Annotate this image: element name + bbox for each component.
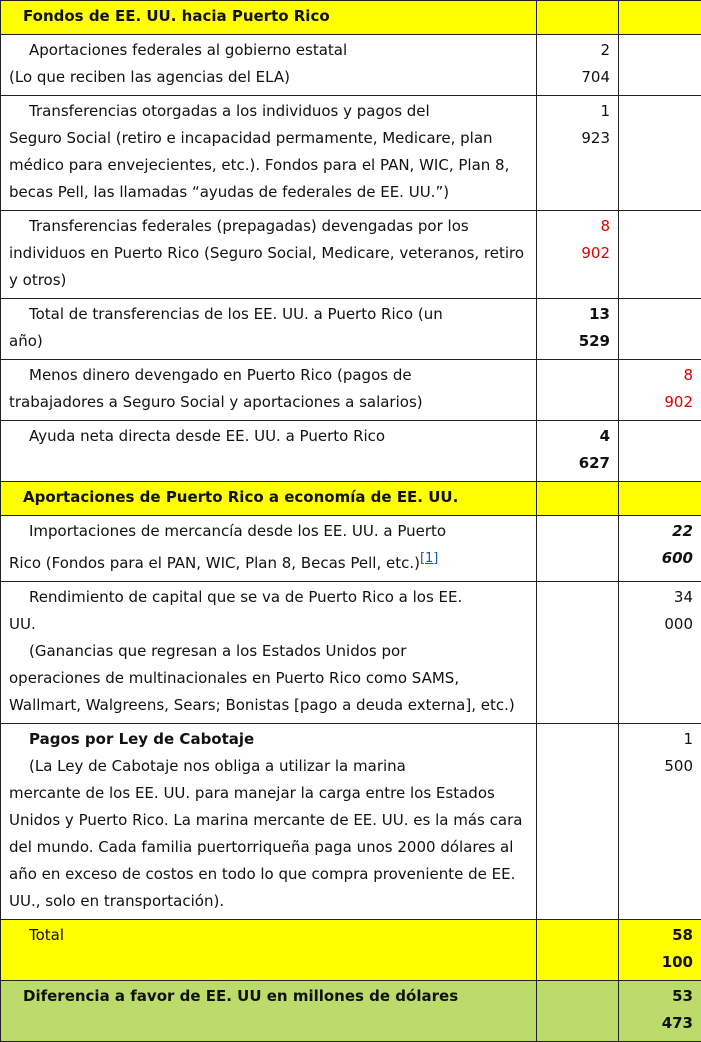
- table-row: [1, 421, 701, 482]
- row-label: Transferencias federales (prepagadas) devengadas por los individuos en Puerto Rico (Seguro Social, Medicare, veteranos, retiro y otros): [1, 211, 537, 299]
- row-value: 22 600: [619, 516, 701, 582]
- total-row: [1, 920, 701, 981]
- row-label: Transferencias otorgadas a los individuos y pagos del Seguro Social (retiro e incapacidad permamente, Medicare, plan médico para envejecientes, etc.). Fondos para el PAN, WIC, Plan 8, becas Pell, las llamadas “ayudas de federales de EE. UU.”): [1, 96, 537, 211]
- table-row: [1, 96, 701, 211]
- table-row: [1, 582, 701, 724]
- table-row: [1, 211, 701, 299]
- row-label: Importaciones de mercancía desde los EE. UU. a Puerto Rico (Fondos para el PAN, WIC, Plan 8, Becas Pell, etc.)[1]: [1, 516, 537, 582]
- row-value: 1 500: [619, 724, 701, 920]
- total-label: Total: [1, 920, 537, 981]
- section-header-row: [1, 482, 701, 516]
- row-label: Total de transferencias de los EE. UU. a Puerto Rico (un año): [1, 299, 537, 360]
- section-header-pr-to-us: Aportaciones de Puerto Rico a economía de EE. UU.: [1, 482, 537, 516]
- footnote-link[interactable]: [1]: [420, 551, 438, 566]
- row-label: Menos dinero devengado en Puerto Rico (pagos de trabajadores a Seguro Social y aportaciones a salarios): [1, 360, 537, 421]
- row-label: Rendimiento de capital que se va de Puerto Rico a los EE. UU. (Ganancias que regresan a los Estados Unidos por operaciones de multinacionales en Puerto Rico como SAMS, Wallmart, Walgreens, Sears; Bonistas [pago a deuda externa], etc.): [1, 582, 537, 724]
- row-value: 34 000: [619, 582, 701, 724]
- table-row: [1, 360, 701, 421]
- row-value: 2 704: [537, 35, 619, 96]
- table-row: [1, 299, 701, 360]
- difference-value: 53 473: [619, 981, 701, 1042]
- difference-row: [1, 981, 701, 1042]
- row-label: Pagos por Ley de Cabotaje (La Ley de Cabotaje nos obliga a utilizar la marina mercante de los EE. UU. para manejar la carga entre los Estados Unidos y Puerto Rico. La marina mercante de EE. UU. es la más cara del mundo. Cada familia puertorriqueña paga unos 2000 dólares al año en exceso de costos en todo lo que compra proveniente de EE. UU., solo en transportación).: [1, 724, 537, 920]
- row-label: Ayuda neta directa desde EE. UU. a Puerto Rico: [1, 421, 537, 482]
- row-value: 13 529: [537, 299, 619, 360]
- table-row: [1, 724, 701, 920]
- table-row: [1, 516, 701, 582]
- row-value: 8 902: [537, 211, 619, 299]
- table-row: [1, 35, 701, 96]
- row-value: 4 627: [537, 421, 619, 482]
- row-label: Aportaciones federales al gobierno estatal (Lo que reciben las agencias del ELA): [1, 35, 537, 96]
- row-value: 8 902: [619, 360, 701, 421]
- section-header-us-to-pr: Fondos de EE. UU. hacia Puerto Rico: [1, 1, 537, 35]
- total-value: 58 100: [619, 920, 701, 981]
- section-header-row: [1, 1, 701, 35]
- difference-label: Diferencia a favor de EE. UU en millones de dólares: [1, 981, 537, 1042]
- row-value: 1 923: [537, 96, 619, 211]
